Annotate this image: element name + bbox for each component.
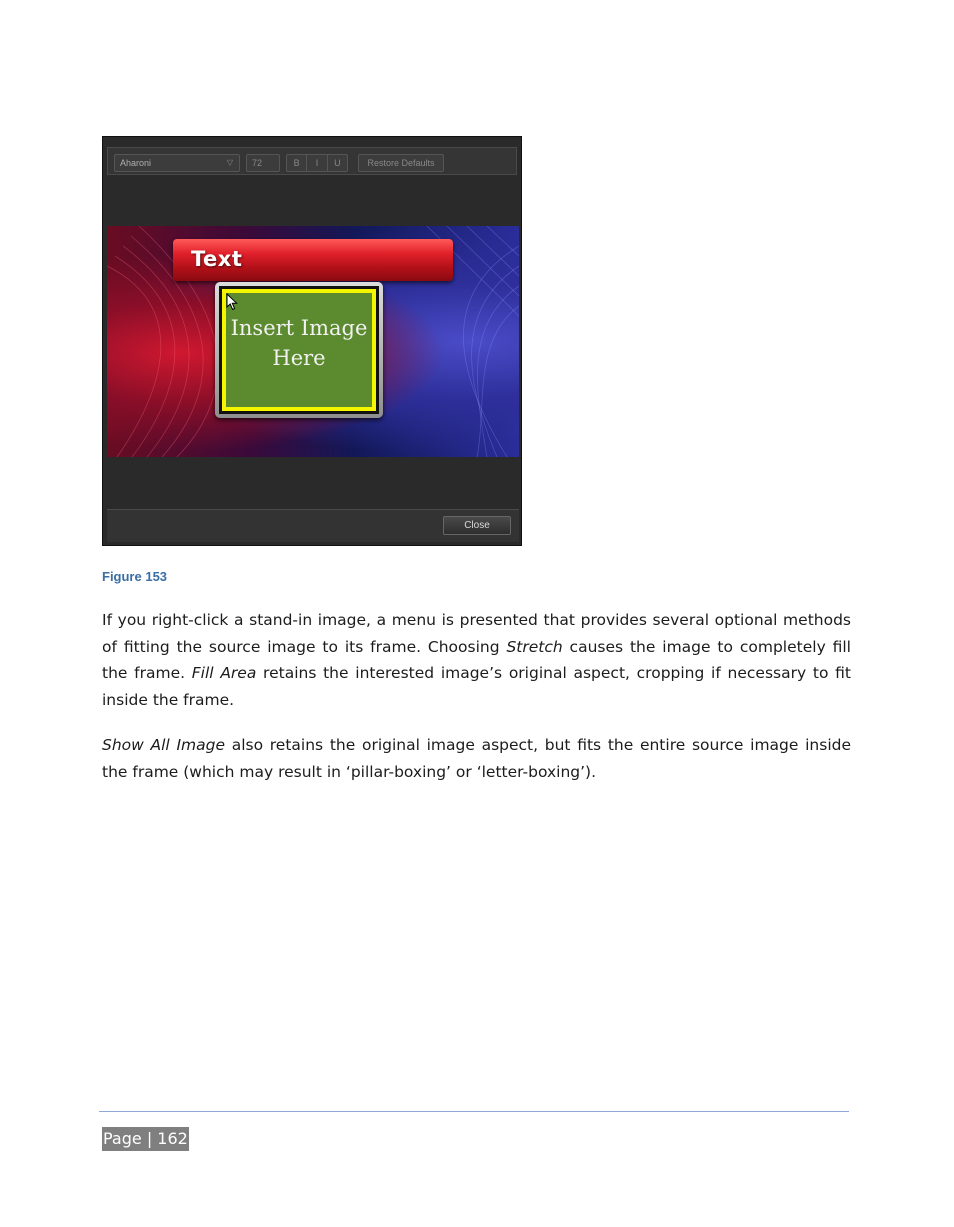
text-style-group bbox=[286, 154, 348, 172]
paragraph-text: If you right-click a stand-in image, a menu is presented that provides several optional methods of fitting the source image to its frame. Choosing bbox=[102, 611, 851, 656]
italic-button[interactable]: I bbox=[307, 155, 327, 171]
title-preview bbox=[107, 226, 519, 457]
banner-text[interactable]: Text bbox=[191, 247, 243, 271]
page-number: Page | 162 bbox=[102, 1127, 189, 1151]
underline-button[interactable]: U bbox=[334, 158, 341, 168]
paragraph-text: also retains the original image aspect, but fits the entire source image inside the frame (which may result in ‘pillar-boxing’ or ‘letter-boxing’). bbox=[102, 736, 852, 781]
mouse-pointer-icon bbox=[226, 293, 238, 311]
paragraph-text: causes the image to completely fill the frame. bbox=[102, 637, 851, 682]
standin-image[interactable] bbox=[222, 289, 376, 411]
image-frame bbox=[215, 282, 383, 418]
standin-image-text: Insert Image Here bbox=[230, 316, 368, 370]
close-button[interactable]: Close bbox=[443, 516, 511, 535]
font-select[interactable] bbox=[114, 154, 240, 172]
title-banner bbox=[173, 239, 453, 281]
bold-button[interactable]: B bbox=[287, 155, 307, 171]
stretch-term: Stretch bbox=[506, 637, 563, 656]
font-size-field[interactable]: 72 bbox=[246, 154, 280, 172]
chevron-down-icon: ▽ bbox=[226, 158, 233, 167]
figure-caption: Figure 153 bbox=[102, 569, 168, 584]
footer-divider bbox=[99, 1111, 849, 1112]
font-select-value: Aharoni bbox=[120, 158, 152, 168]
image-frame-inner bbox=[219, 286, 379, 414]
fill-area-term: Fill Area bbox=[191, 664, 257, 682]
paragraph-text: retains the interested image’s original aspect, cropping if necessary to fit inside the frame. bbox=[102, 664, 851, 709]
restore-defaults-button[interactable]: Restore Defaults bbox=[358, 154, 444, 172]
paragraph-fit-options bbox=[102, 607, 851, 713]
text-toolbar bbox=[107, 147, 517, 175]
show-all-image-term: Show All Image bbox=[102, 736, 225, 754]
dialog-footer bbox=[107, 509, 519, 542]
screenshot-figure bbox=[102, 136, 522, 546]
paragraph-show-all bbox=[102, 732, 851, 785]
